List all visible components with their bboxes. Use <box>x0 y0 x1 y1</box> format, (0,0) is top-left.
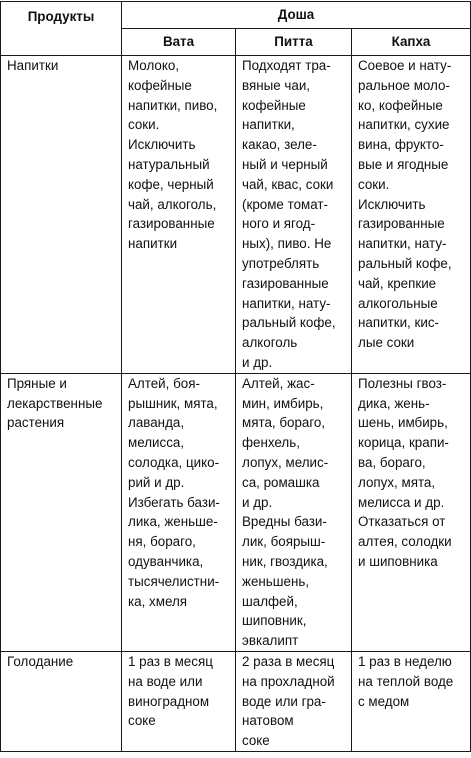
header-products: Продукты <box>1 2 122 56</box>
cell-text-line: 1 раз в неделю <box>358 653 452 669</box>
cell-text-line: мелисса и др. <box>358 494 445 510</box>
cell-text-line: рий и др. <box>128 474 185 490</box>
cell-text-line: напитки, сухие <box>358 117 450 133</box>
cell-text-line: ного и ягод- <box>242 216 316 232</box>
cell-text-line: с медом <box>358 693 410 709</box>
cell-text-line: женьшень, <box>242 573 310 589</box>
cell-text-line: напитки, нату- <box>358 236 447 252</box>
cell-text-line: шень, имбирь, <box>358 415 448 431</box>
table-row <box>1 651 471 751</box>
table-row <box>1 373 471 651</box>
cell-text-line: воде или гра- <box>242 693 326 709</box>
kapha-cell <box>352 651 471 751</box>
cell-text-line: Пряные и <box>7 375 67 391</box>
cell-text-line: Избегать бази- <box>128 494 220 510</box>
cell-text-line: фенхель, <box>242 435 300 451</box>
table-row <box>1 56 471 374</box>
header-kapha: Капха <box>352 29 471 56</box>
cell-text-line: и шиповника <box>358 553 438 569</box>
cell-text-line: алкогольные <box>358 295 438 311</box>
cell-text-line: алтея, солодки <box>358 534 452 550</box>
pitta-cell <box>236 651 352 751</box>
cell-text-line: ральный кофе, <box>242 315 336 331</box>
cell-text-line: одуванчика, <box>128 553 204 569</box>
cell-text-line: алкоголь <box>242 335 298 351</box>
vata-cell <box>122 56 236 374</box>
cell-text-line: мята, бораго, <box>242 415 326 431</box>
cell-text-line: ва, бораго, <box>358 454 426 470</box>
header-vata: Вата <box>122 29 236 56</box>
kapha-cell <box>352 373 471 651</box>
cell-text-line: корица, крапи- <box>358 435 449 451</box>
cell-text-line: тысячелистни- <box>128 573 220 589</box>
cell-text-line: газированные <box>358 216 445 232</box>
cell-text-line: лик, боярыш- <box>242 534 326 550</box>
cell-text-line: Напитки <box>7 58 59 73</box>
cell-text-line: (кроме томат- <box>242 196 328 212</box>
cell-text-line: соки. <box>128 117 160 133</box>
cell-text-line: лика, женьше- <box>128 514 218 530</box>
cell-text-line: кофейные <box>128 77 192 93</box>
cell-text-line: ка, хмеля <box>128 593 188 609</box>
cell-text-line: лые соки <box>358 335 415 351</box>
cell-text-line: вяные чаи, <box>242 77 311 93</box>
cell-text-line: солодка, цико- <box>128 454 220 470</box>
cell-text-line: напитки, нату- <box>242 295 331 311</box>
cell-text-line: дика, жень- <box>358 395 430 411</box>
cell-text-line: чай, алкоголь, <box>128 196 217 212</box>
cell-text-line: соке <box>128 713 156 729</box>
header-dosha: Доша <box>122 2 471 29</box>
cell-text-line: Соевое и нату- <box>358 58 452 73</box>
cell-text-line: вина, фрукто- <box>358 137 444 153</box>
cell-text-line: на воде или <box>128 673 203 689</box>
cell-text-line: Вредны бази- <box>242 514 327 530</box>
cell-text-line: виноградном <box>128 693 210 709</box>
cell-text-line: газированные <box>242 275 329 291</box>
cell-text-line: употреблять <box>242 255 320 271</box>
cell-text-line: на прохладной <box>242 673 335 689</box>
dosha-food-table <box>0 1 471 752</box>
cell-text-line: и др. <box>242 354 273 370</box>
cell-text-line: ник, гвоздика, <box>242 553 328 569</box>
cell-text-line: натуральный <box>128 156 210 172</box>
cell-text-line: Алтей, жас- <box>242 375 315 391</box>
cell-text-line: ня, бораго, <box>128 534 196 550</box>
cell-text-line: Подходят тра- <box>242 58 331 73</box>
cell-text-line: лаванда, <box>128 415 185 431</box>
cell-text-line: ральный кофе, <box>358 255 452 271</box>
cell-text-line: мелисса, <box>128 435 185 451</box>
cell-text-line: Полезны гвоз- <box>358 375 447 391</box>
pitta-cell <box>236 56 352 374</box>
cell-text-line: лопух, мелис- <box>242 454 329 470</box>
vata-cell <box>122 651 236 751</box>
cell-text-line: Отказаться от <box>358 514 446 530</box>
cell-text-line: Голодание <box>7 653 74 669</box>
cell-text-line: Алтей, боя- <box>128 375 200 391</box>
cell-text-line: газированные <box>128 216 215 232</box>
cell-text-line: Исключить <box>358 196 426 212</box>
cell-text-line: мин, имбирь, <box>242 395 324 411</box>
cell-text-line: Исключить <box>128 137 196 153</box>
cell-text-line: 1 раз в месяц <box>128 653 213 669</box>
cell-text-line: напитки <box>128 236 178 252</box>
cell-text-line: лопух, мята, <box>358 474 436 490</box>
cell-text-line: кофейные <box>242 97 306 113</box>
cell-text-line: растения <box>7 415 65 431</box>
cell-text-line: рышник, мята, <box>128 395 218 411</box>
cell-text-line: напитки, пиво, <box>128 97 218 113</box>
cell-text-line: напитки, <box>242 117 295 133</box>
pitta-cell <box>236 373 352 651</box>
cell-text-line: Молоко, <box>128 58 180 73</box>
cell-text-line: соке <box>242 733 270 749</box>
cell-text-line: кофе, черный <box>128 176 214 192</box>
cell-text-line: 2 раза в месяц <box>242 653 335 669</box>
cell-text-line: напитки, кис- <box>358 315 439 331</box>
cell-text-line: и др. <box>242 494 273 510</box>
table-body <box>1 56 471 752</box>
cell-text-line: эвкалипт <box>242 633 299 649</box>
row-category <box>1 651 122 751</box>
cell-text-line: ный и черный <box>242 156 328 172</box>
cell-text-line: шиповник, <box>242 613 307 629</box>
cell-text-line: на теплой воде <box>358 673 454 689</box>
row-category <box>1 373 122 651</box>
cell-text-line: лекарственные <box>7 395 103 411</box>
vata-cell <box>122 373 236 651</box>
cell-text-line: вые и ягодные <box>358 156 449 172</box>
cell-text-line: соки. <box>358 176 390 192</box>
cell-text-line: чай, крепкие <box>358 275 437 291</box>
header-pitta: Питта <box>236 29 352 56</box>
cell-text-line: чай, квас, соки <box>242 176 334 192</box>
cell-text-line: шалфей, <box>242 593 298 609</box>
cell-text-line: ных), пиво. Не <box>242 236 332 252</box>
cell-text-line: ко, кофейные <box>358 97 443 113</box>
cell-text-line: какао, зеле- <box>242 137 317 153</box>
cell-text-line: натовом <box>242 713 294 729</box>
row-category <box>1 56 122 374</box>
cell-text-line: ральное моло- <box>358 77 450 93</box>
kapha-cell <box>352 56 471 374</box>
cell-text-line: са, ромашка <box>242 474 320 490</box>
